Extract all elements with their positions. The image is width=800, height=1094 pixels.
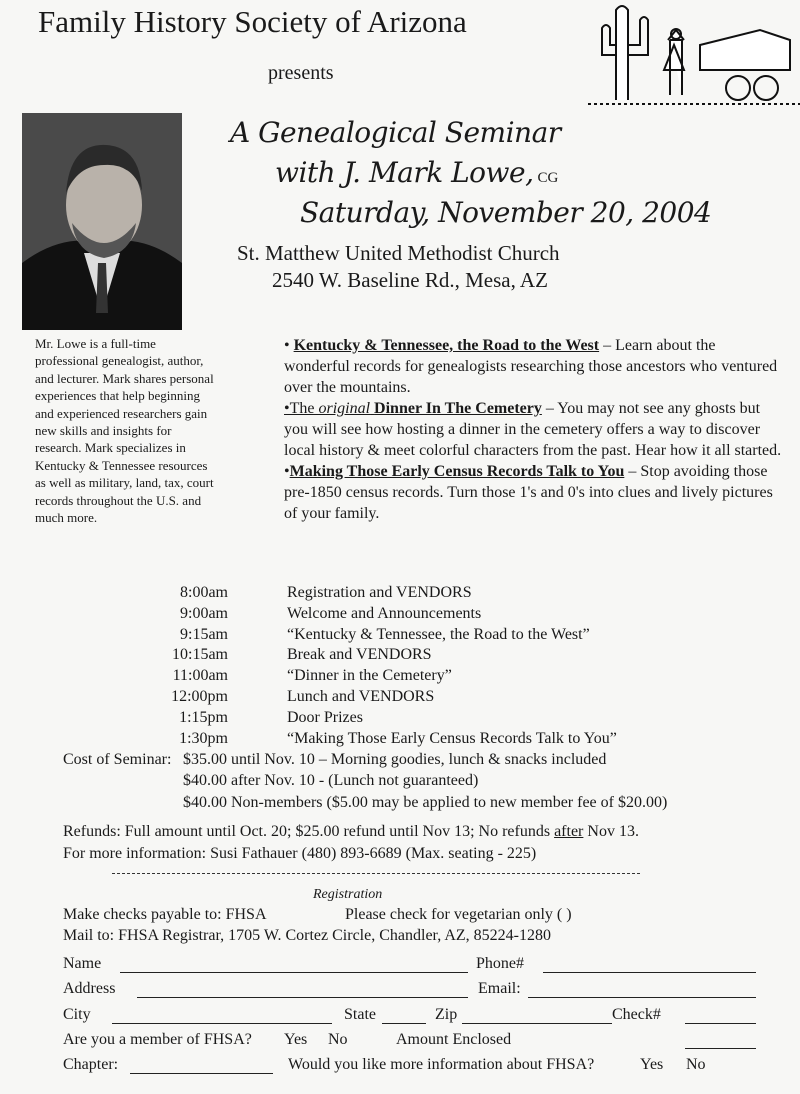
phone-field[interactable] <box>543 958 756 973</box>
schedule-time: 1:30pm <box>179 729 228 747</box>
check-label: Check# <box>612 1006 661 1023</box>
cost-line: $35.00 until Nov. 10 – Morning goodies, lunch & snacks included <box>183 751 607 768</box>
cost-line: $40.00 Non-members ($5.00 may be applied to new member fee of $20.00) <box>183 794 668 811</box>
registration-heading: Registration <box>313 887 383 902</box>
name-field[interactable] <box>120 958 468 973</box>
session-list <box>284 335 784 524</box>
payable-text: Make checks payable to: FHSA <box>63 906 267 923</box>
session-item: • Kentucky & Tennessee, the Road to the West – Learn about the wonderful records for genealogists researching those ancestors who ventured over the mountains. <box>284 337 778 396</box>
zip-field[interactable] <box>462 1009 612 1024</box>
city-field[interactable] <box>112 1009 332 1024</box>
schedule-time: 10:15am <box>172 646 228 664</box>
check-number-field[interactable] <box>685 1009 756 1024</box>
chapter-label: Chapter: <box>63 1056 119 1073</box>
state-label: State <box>344 1006 376 1023</box>
vegetarian-checkbox[interactable]: Please check for vegetarian only ( ) <box>345 906 572 923</box>
schedule-event: “Dinner in the Cemetery” <box>287 667 452 685</box>
schedule-event: “Making Those Early Census Records Talk to You” <box>287 729 617 747</box>
cost-line: $40.00 after Nov. 10 - (Lunch not guaranteed) <box>183 772 479 789</box>
more-info-question: Would you like more information about FHSA? <box>288 1056 595 1073</box>
mail-to-address: Mail to: FHSA Registrar, 1705 W. Cortez Circle, Chandler, AZ, 85224-1280 <box>63 927 552 944</box>
venue-address: 2540 W. Baseline Rd., Mesa, AZ <box>272 268 548 292</box>
contact-info: For more information: Susi Fathauer (480) 893-6689 (Max. seating - 225) <box>63 845 537 862</box>
presents-text: presents <box>268 62 334 84</box>
session-title: Kentucky & Tennessee, the Road to the West <box>293 337 600 354</box>
session-title: Making Those Early Census Records Talk to You <box>289 463 625 480</box>
amount-field[interactable] <box>685 1034 756 1049</box>
seminar-date: Saturday, November 20, 2004 <box>300 196 712 229</box>
info-no-option[interactable]: No <box>686 1056 706 1073</box>
refund-policy: Refunds: Full amount until Oct. 20; $25.00 refund until Nov 13; No refunds after Nov 13. <box>63 823 639 840</box>
speaker-bio: Mr. Lowe is a full-time professional genealogist, author, and lecturer. Mark shares personal experiences that help beginning and experienced researchers gain new skills and insights for research. Mark specializes in Kentucky & Tennessee resources as well as military, land, tax, court records throughout the U.S. and much more. <box>35 336 214 526</box>
cost-label: Cost of Seminar: <box>63 751 172 768</box>
member-question: Are you a member of FHSA? <box>63 1031 252 1048</box>
speaker-name: with J. Mark Lowe, <box>275 156 534 189</box>
schedule-event: Break and VENDORS <box>287 646 432 664</box>
email-label: Email: <box>478 980 521 997</box>
member-yes-option[interactable]: Yes <box>284 1031 308 1048</box>
email-field[interactable] <box>528 983 756 998</box>
schedule-time: 12:00pm <box>171 688 228 705</box>
schedule-time: 9:00am <box>180 604 228 622</box>
session-title: Dinner In The Cemetery <box>374 400 542 417</box>
cactus-wagon-clipart-icon <box>588 0 800 110</box>
speaker-heading <box>275 156 558 189</box>
schedule-event: Welcome and Announcements <box>287 604 482 622</box>
chapter-field[interactable] <box>130 1059 273 1074</box>
society-title: Family History Society of Arizona <box>38 4 467 39</box>
schedule-time: 11:00am <box>172 667 228 685</box>
schedule-event: Door Prizes <box>287 708 363 726</box>
address-label: Address <box>63 980 116 997</box>
schedule-event: “Kentucky & Tennessee, the Road to the West” <box>287 625 590 643</box>
schedule-time: 9:15am <box>180 625 228 643</box>
schedule-event: Registration and VENDORS <box>287 584 472 601</box>
city-label: City <box>63 1006 91 1023</box>
speaker-photo <box>22 113 182 330</box>
name-label: Name <box>63 955 102 972</box>
amount-label: Amount Enclosed <box>396 1031 512 1048</box>
member-no-option[interactable]: No <box>328 1031 348 1048</box>
schedule-time: 8:00am <box>180 584 228 601</box>
seminar-heading: A Genealogical Seminar <box>230 116 561 149</box>
speaker-credential: CG <box>537 170 559 186</box>
info-yes-option[interactable]: Yes <box>640 1056 664 1073</box>
zip-label: Zip <box>435 1006 458 1023</box>
cut-line-divider <box>112 873 640 874</box>
schedule-event: Lunch and VENDORS <box>287 688 435 705</box>
session-item: •Making Those Early Census Records Talk to You – Stop avoiding those pre-1850 census records. Turn those 1's and 0's into clues and lively pictures of your family. <box>284 463 773 522</box>
state-field[interactable] <box>382 1009 426 1024</box>
schedule-time: 1:15pm <box>179 708 228 726</box>
venue-name: St. Matthew United Methodist Church <box>237 241 560 265</box>
phone-label: Phone# <box>476 955 524 972</box>
session-item: •The original Dinner In The Cemetery – You may not see any ghosts but you will see how hosting a dinner in the cemetery offers a way to discover local history & meet colorful characters from the past. Hear how it all started. <box>284 400 782 459</box>
address-field[interactable] <box>137 983 468 998</box>
